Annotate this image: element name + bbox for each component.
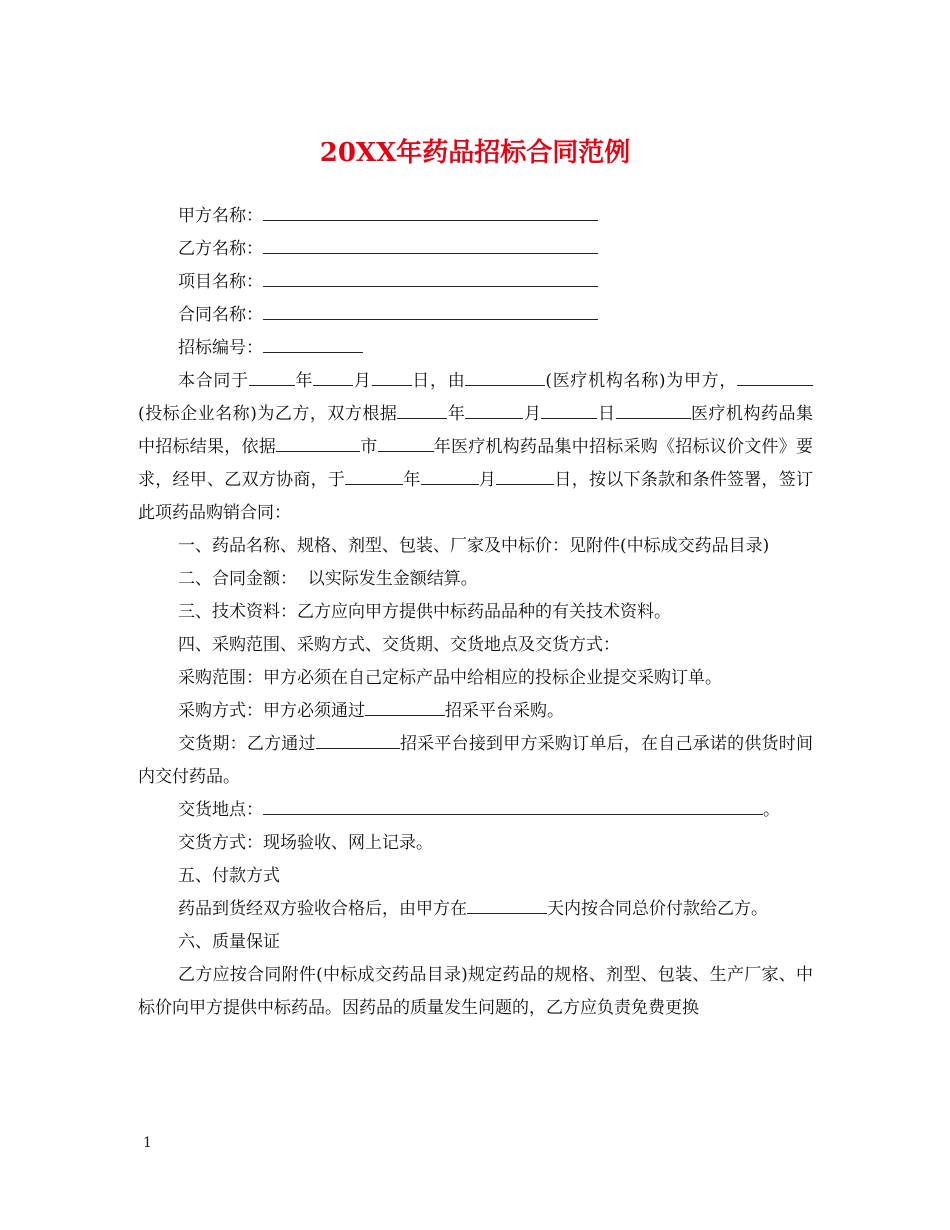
payment-terms: 药品到货经双方验收合格后，由甲方在 天内按合同总价付款给乙方。 (138, 893, 813, 926)
clause-1: 一、药品名称、规格、剂型、包装、厂家及中标价：见附件(中标成交药品目录) (178, 536, 770, 556)
blank-party-a (263, 202, 598, 221)
field-party-a: 甲方名称： (138, 200, 813, 233)
field-project: 项目名称： (138, 266, 813, 299)
blank-project (263, 268, 598, 287)
clause-6: 六、质量保证 (178, 932, 280, 952)
delivery-period: 交货期：乙方通过 招采平台接到甲方采购订单后，在自己承诺的供货时间内交付药品。 (138, 728, 813, 794)
clause-5: 五、付款方式 (178, 866, 280, 886)
intro-paragraph: 本合同于 年 月 日，由 (医疗机构名称)为甲方，(投标企业名称)为乙方，双方根据 年 月 日 医疗机构药品集中招标结果，依据 市 年医疗机构药品集中招标采购《招标议价文件》要求，经甲、乙双方协商，于 年 月 日，按以下条款和条件签署，签订此项药品购销合同： (138, 365, 813, 530)
quality-terms: 乙方应按合同附件(中标成交药品目录)规定药品的规格、剂型、包装、生产厂家、中标价向甲方提供中标药品。因药品的质量发生问题的，乙方应负责免费更换 (138, 965, 813, 1018)
page-number: 1 (143, 1135, 152, 1151)
purchase-method: 采购方式：甲方必须通过 招采平台采购。 (138, 695, 813, 728)
clause-3: 三、技术资料：乙方应向甲方提供中标药品品种的有关技术资料。 (178, 602, 671, 622)
field-party-b: 乙方名称： (138, 233, 813, 266)
clause-2: 二、合同金额： 以实际发生金额结算。 (178, 569, 478, 589)
blank-contract (263, 301, 598, 320)
document-body (138, 200, 813, 1025)
purchase-scope: 采购范围：甲方必须在自己定标产品中给相应的投标企业提交采购订单。 (178, 668, 722, 688)
blank-bid-no (263, 334, 363, 353)
delivery-place: 交货地点： 。 (138, 794, 813, 827)
delivery-way: 交货方式：现场验收、网上记录。 (178, 833, 433, 853)
field-bid-no: 招标编号： (138, 332, 813, 365)
document-title: 20XX年药品招标合同范例 (319, 138, 631, 168)
blank-party-b (263, 235, 598, 254)
clause-4: 四、采购范围、采购方式、交货期、交货地点及交货方式： (178, 635, 620, 655)
field-contract: 合同名称： (138, 299, 813, 332)
